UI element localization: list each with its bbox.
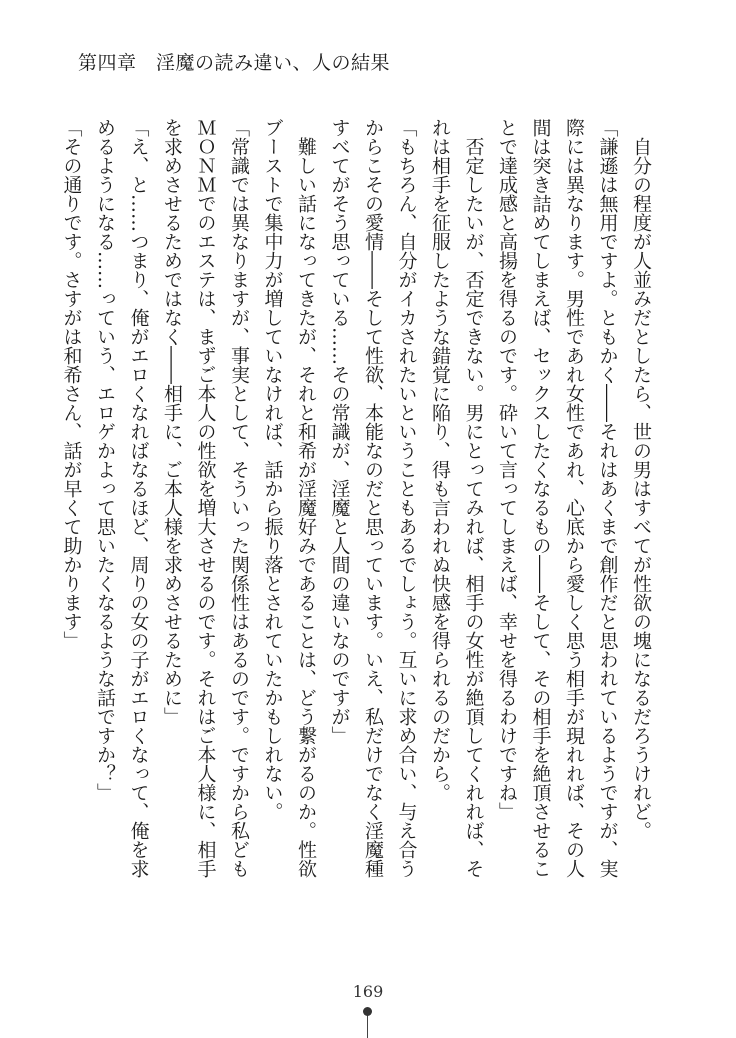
text-line: 「謙遜は無用ですよ。ともかく――それはあくまで創作だと思われているようですが、実 [596,118,619,878]
text-line: 否定したいが、否定できない。男にとってみれば、相手の女性が絶頂してくれれば、そ [462,118,485,878]
chapter-title: 第四章 淫魔の読み違い、人の結果 [78,52,391,74]
text-line: 「もちろん、自分がイカされたいということもあるでしょう。互いに求め合い、与え合う [395,118,418,878]
text-line: 際には異なります。男性であれ女性であれ、心底から愛しく思う相手が現れれば、その人 [563,118,585,878]
page-number: 169 [352,982,384,1001]
text-line: からこその愛情――そして性欲、本能なのだと思っています。いえ、私だけでなく淫魔種 [362,118,384,878]
page-ornament-dot-icon [363,1007,372,1016]
text-line: 「え、と……つまり、俺がエロくなればなるほど、周りの女の子がエロくなって、俺を求 [127,118,150,878]
text-line: ＭＯＮＭでのエステは、まずご本人の性欲を増大させるのです。それはご本人様に、相手 [194,118,217,878]
text-line: れは相手を征服したような錯覚に陥り、得も言われぬ快感を得られるのだから。 [429,118,451,802]
text-line: 間は突き詰めてしまえば、セックスしたくなるもの――そして、その相手を絶頂させるこ [529,118,552,878]
text-line: 「常識では異なりますが、事実として、そういった関係性はあるのです。ですから私ども [228,118,250,878]
body-text [54,118,657,898]
text-line: 自分の程度が人並みだとしたら、世の男はすべてが性欲の塊になるだろうけれど。 [630,118,652,840]
text-line: 難しい話になってきたが、それと和希が淫魔好みであることは、どう繋がるのか。性欲 [295,118,317,878]
text-line: を求めさせるためではなく――相手に、ご本人様を求めさせるために」 [161,118,183,726]
text-line: とで達成感と高揚を得るのです。砕いて言ってしまえば、幸せを得るわけですね」 [496,118,518,821]
text-line: めるようになる……っていう、エロゲかよって思いたくなるような話ですか？」 [94,118,116,802]
text-line: 「その通りです。さすがは和希さん、話が早くて助かります」 [60,118,83,650]
text-line: ブーストで集中力が増していなければ、話から振り落とされていたかもしれない。 [261,118,284,821]
text-line: すべてがそう思っている……その常識が、淫魔と人間の違いなのですが」 [328,118,351,745]
